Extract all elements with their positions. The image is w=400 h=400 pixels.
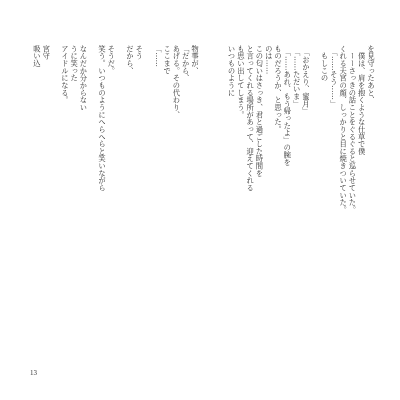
text-line: ものだろうか、と思った。 — [274, 45, 284, 133]
text-line: 「……そう……」 — [329, 45, 339, 108]
text-line: と言ってくれる場所があって、迎えてくれる — [246, 45, 256, 192]
text-line: 「おかえり、蜜月」 — [301, 45, 311, 115]
text-line: 物事が、 — [191, 45, 200, 75]
text-line — [116, 45, 125, 350]
text-line: 笑う。いつものようにへらへらと笑いながら — [98, 45, 108, 192]
text-line: この匂いはさっき、君と過ごした時間を — [255, 45, 265, 177]
text-line: 「…… — [153, 45, 163, 67]
text-line: あげる。その代わり、 — [172, 45, 182, 119]
text-line: アイドルになる。 — [60, 45, 70, 104]
text-line: くれる天宮の顔、しっかりと目に焼きついていた。 — [339, 45, 349, 214]
text-line: を見守ったあと、 — [367, 45, 376, 104]
text-line: ここまで — [163, 45, 173, 75]
text-line: うに笑った — [70, 45, 80, 82]
text-line: そうだ。 — [107, 45, 117, 75]
page-number: 13 — [30, 369, 37, 377]
text-line: そう — [135, 45, 145, 60]
text-line — [51, 45, 60, 350]
text-line: 僕は、肩を抱くような仕草で僕 — [357, 45, 367, 155]
text-line: のは…… — [264, 45, 274, 75]
text-line: いつものように — [227, 45, 237, 97]
text-line — [311, 45, 320, 350]
right-text-block — [226, 45, 376, 350]
text-line: 「……あれ、もう帰ったよ」の腕を — [283, 45, 293, 166]
text-line: なんだか分からない — [79, 45, 89, 111]
text-line: 吸い込 — [32, 45, 42, 67]
text-line: ーーさっきの話ことをぐるぐると巡らせていた。 — [348, 45, 358, 214]
text-line: 「だから、 — [181, 45, 191, 82]
text-line: 「……ただいま」 — [292, 45, 302, 108]
left-text-block — [30, 45, 200, 350]
text-line: 宮守 — [42, 45, 52, 60]
text-line: も思い出してしまう。 — [236, 45, 246, 119]
text-line: もしこの — [320, 45, 330, 82]
text-line: だから、 — [125, 45, 135, 75]
text-line — [88, 45, 97, 350]
text-line — [144, 45, 153, 350]
